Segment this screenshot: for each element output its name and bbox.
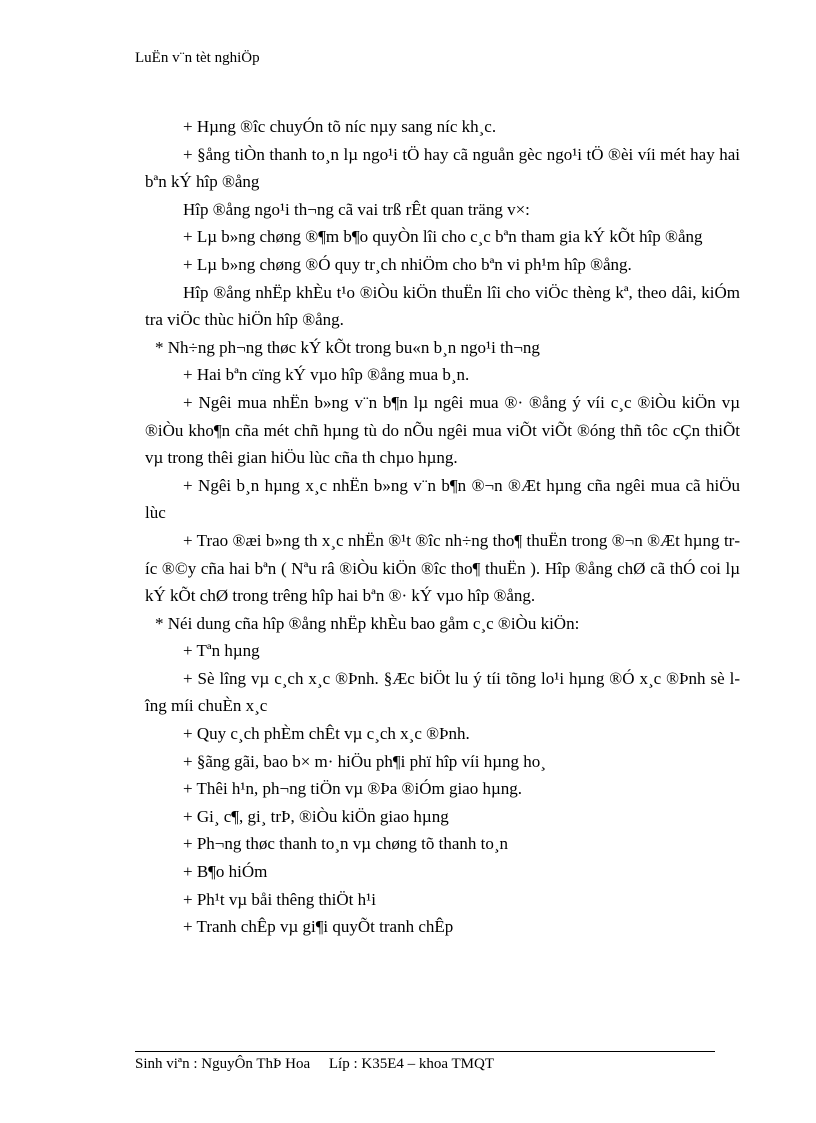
- paragraph: + Ngêi b¸n hµng x¸c nhËn b»ng v¨n b¶n ®¬n ®Æt hµng cña ngêi mua cã hiÖu lùc: [145, 475, 740, 523]
- paragraph: + Hai bªn cïng kÝ vµo hîp ®ång mua b¸n.: [183, 365, 470, 385]
- list-item: + Gi¸ c¶, gi¸ trÞ, ®iÒu kiÖn giao hµng: [183, 806, 449, 826]
- paragraph: + Ngêi mua nhËn b»ng v¨n b¶n lµ ngêi mua ®· ®ång ý víi c¸c ®iÒu kiÖn vµ ®iÒu kho¶n cña mét chñ hµng tù do nÕu ngêi mua viÕt viÕt ®óng thñ tôc cÇn thiÕt vµ trong thêi gian hiÖu lùc cña th chµo hµng.: [145, 392, 740, 468]
- list-item: + Sè lîng vµ c¸ch x¸c ®Þnh. §Æc biÖt lu ý tíi tõng lo¹i hµng ®Ó x¸c ®Þnh sè lîng míi chuÈn x¸c: [145, 668, 740, 716]
- footer-divider: [135, 1051, 715, 1052]
- page-footer: Sinh viªn : NguyÔn ThÞ Hoa Líp : K35E4 – khoa TMQT: [135, 1056, 494, 1072]
- paragraph: Hîp ®ång nhËp khÈu t¹o ®iÒu kiÖn thuËn lîi cho viÖc thèng kª, theo dâi, kiÓm tra viÖc thùc hiÖn hîp ®ång.: [145, 282, 740, 330]
- list-item: + Thêi h¹n, ph¬ng tiÖn vµ ®Þa ®iÓm giao hµng.: [183, 779, 523, 799]
- list-item: + B¶o hiÓm: [183, 862, 268, 882]
- list-item: + Tranh chÊp vµ gi¶i quyÕt tranh chÊp: [183, 917, 454, 937]
- document-body: [145, 113, 740, 941]
- list-item: + Ph¬ng thøc thanh to¸n vµ chøng tõ thanh to¸n: [183, 834, 509, 854]
- page-header: LuËn v¨n tèt nghiÖp: [135, 50, 260, 66]
- section-heading: * Néi dung cña hîp ®ång nhËp khÈu bao gåm c¸c ®iÒu kiÖn:: [155, 613, 580, 633]
- list-item: + §ãng gãi, bao b× m· hiÖu ph¶i phï hîp víi hµng ho¸: [183, 751, 546, 771]
- paragraph: Hîp ®ång ngo¹i th¬ng cã vai trß rÊt quan träng v×:: [183, 199, 530, 219]
- paragraph: + Trao ®æi b»ng th x¸c nhËn ®¹t ®îc nh÷ng tho¶ thuËn trong ®¬n ®Æt hµng tríc ®©y cña hai bªn ( Nªu râ ®iÒu kiÖn ®îc tho¶ thuËn ). Hîp ®ång chØ cã thÓ coi lµ kÝ kÕt chØ trong trêng hîp hai bªn ®· kÝ vµo hîp ®ång.: [145, 530, 740, 606]
- section-heading: * Nh÷ng ph¬ng thøc kÝ kÕt trong bu«n b¸n ngo¹i th¬ng: [155, 337, 540, 357]
- paragraph: + §ång tiÒn thanh to¸n lµ ngo¹i tÖ hay cã nguån gèc ngo¹i tÖ ®èi víi mét hay hai bªn kÝ hîp ®ång: [145, 144, 740, 192]
- paragraph: + Lµ b»ng chøng ®Ó quy tr¸ch nhiÖm cho bªn vi ph¹m hîp ®ång.: [183, 254, 632, 274]
- paragraph: + Lµ b»ng chøng ®¶m b¶o quyÒn lîi cho c¸c bªn tham gia kÝ kÕt hîp ®ång: [183, 227, 703, 247]
- list-item: + Ph¹t vµ båi thêng thiÖt h¹i: [183, 889, 376, 909]
- list-item: + Tªn hµng: [183, 641, 260, 661]
- paragraph: + Hµng ®îc chuyÓn tõ níc nµy sang níc kh¸c.: [183, 117, 497, 136]
- list-item: + Quy c¸ch phÈm chÊt vµ c¸ch x¸c ®Þnh.: [183, 724, 470, 744]
